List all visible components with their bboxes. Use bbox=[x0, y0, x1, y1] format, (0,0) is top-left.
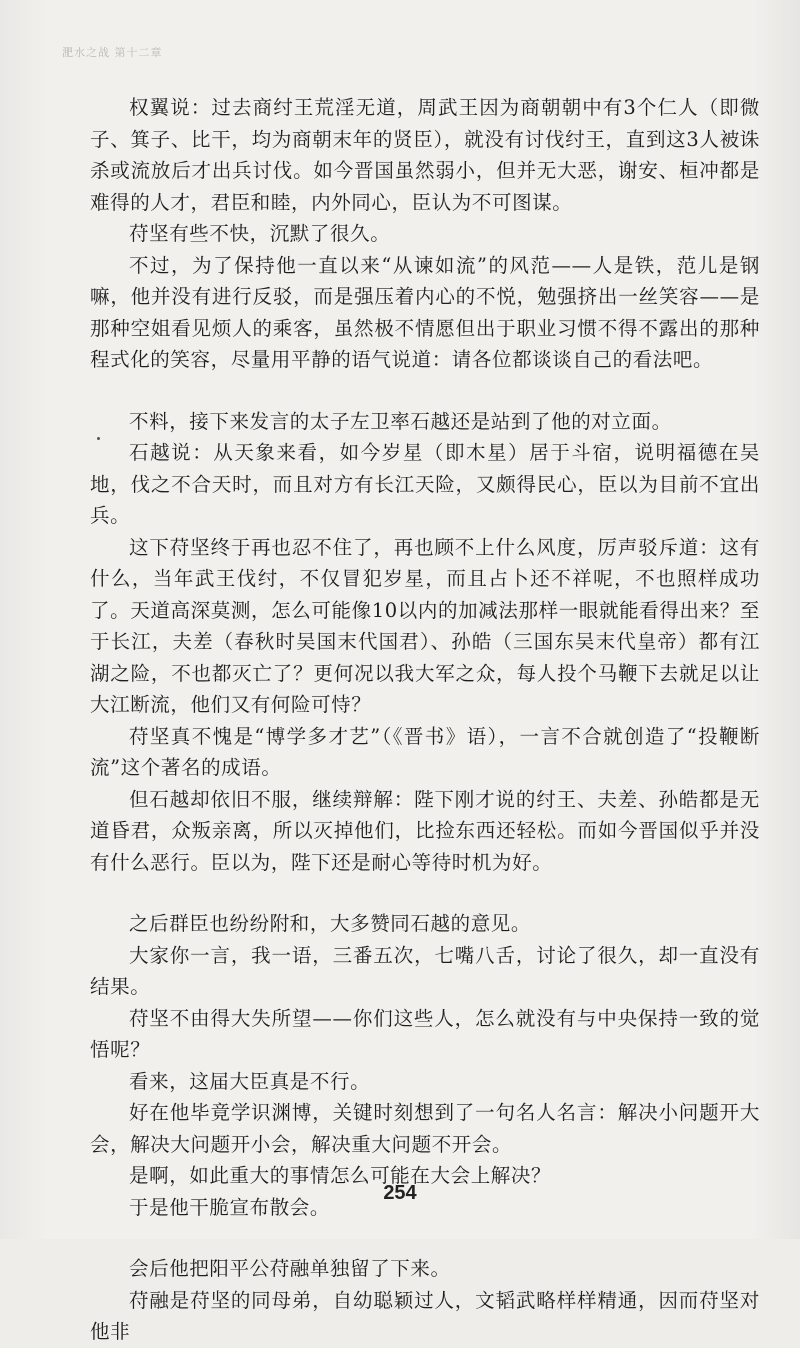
paragraph: 好在他毕竟学识渊博，关键时刻想到了一句名人名言：解决小问题开大会，解决大问题开小会，解决重大问题不开会。 bbox=[90, 1101, 760, 1156]
paragraph: 苻融是苻坚的同母弟，自幼聪颖过人，文韬武略样样精通，因而苻坚对他非 bbox=[90, 1288, 760, 1343]
running-head: 淝水之战 第十二章 bbox=[62, 46, 163, 59]
paragraph: 于是他干脆宣布散会。 bbox=[129, 1195, 331, 1219]
paragraph: 苻坚有些不快，沉默了很久。 bbox=[129, 222, 391, 245]
paragraph-gap bbox=[90, 878, 760, 908]
paragraph: 苻坚真不愧是“博学多才艺”（《晋书》语），一言不合就创造了“投鞭断流”这个著名的成语。 bbox=[90, 724, 760, 779]
paragraph-gap bbox=[90, 376, 760, 406]
paragraph: 不料，接下来发言的太子左卫率石越还是站到了他的对立面。 bbox=[129, 409, 672, 433]
paragraph: 大家你一言，我一语，三番五次，七嘴八舌，讨论了很久，却一直没有结果。 bbox=[90, 943, 760, 998]
paragraph: 苻坚不由得大失所望——你们这些人，怎么就没有与中央保持一致的觉悟呢？ bbox=[90, 1006, 760, 1061]
ink-speck bbox=[97, 437, 100, 440]
paragraph: 是啊，如此重大的事情怎么可能在大会上解决？ bbox=[129, 1164, 552, 1187]
paragraph: 不过，为了保持他一直以来“从谏如流”的风范——人是铁，范儿是钢嘛，他并没有进行反驳，而是强压着内心的不悦，勉强挤出一丝笑容——是那种空姐看见烦人的乘客，虽然极不情愿但出于职业习惯不得不露出的那种程式化的笑容，尽量用平静的语气说道：请各位都谈谈自己的看法吧。 bbox=[90, 253, 760, 371]
paragraph: 但石越却依旧不服，继续辩解：陛下刚才说的纣王、夫差、孙皓都是无道昏君，众叛亲离，所以灭掉他们，比捡东西还轻松。而如今晋国似乎并没有什么恶行。臣以为，陛下还是耐心等待时机为好。 bbox=[90, 787, 760, 874]
paragraph: 权翼说：过去商纣王荒淫无道，周武王因为商朝朝中有3个仁人（即微子、箕子、比干，均为商朝末年的贤臣），就没有讨伐纣王，直到这3人被诛杀或流放后才出兵讨伐。如今晋国虽然弱小，但并无大恶，谢安、桓冲都是难得的人才，君臣和睦，内外同心，臣认为不可图谋。 bbox=[90, 96, 760, 214]
paragraph: 会后他把阳平公苻融单独留了下来。 bbox=[129, 1257, 451, 1280]
paragraph-gap bbox=[90, 1223, 760, 1253]
paragraph: 看来，这届大臣真是不行。 bbox=[129, 1069, 371, 1093]
paragraph: 这下苻坚终于再也忍不住了，再也顾不上什么风度，厉声驳斥道：这有什么，当年武王伐纣，不仅冒犯岁星，而且占卜还不祥呢，不也照样成功了。天道高深莫测，怎么可能像10以内的加减法那样一眼就能看得出来？至于长江，夫差（春秋时吴国末代国君）、孙皓（三国东吴末代皇帝）都有江湖之险，不也都灭亡了？更何况以我大军之众，每人投个马鞭下去就足以让大江断流，他们又有何险可恃？ bbox=[90, 535, 760, 716]
body-text bbox=[90, 92, 760, 1348]
page-number: 254 bbox=[383, 1182, 417, 1204]
paragraph: 之后群臣也纷纷附和，大多赞同石越的意见。 bbox=[129, 912, 532, 935]
paragraph: 石越说：从天象来看，如今岁星（即木星）居于斗宿，说明福德在吴地，伐之不合天时，而且对方有长江天险，又颇得民心，臣以为目前不宜出兵。 bbox=[90, 441, 760, 527]
